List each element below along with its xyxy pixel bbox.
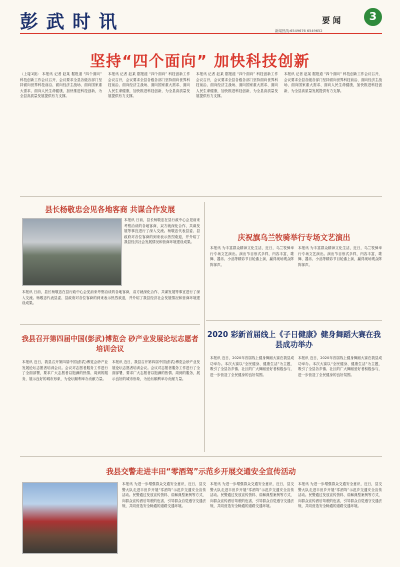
lead-headline: [0, 50, 400, 71]
article-headline: 2020 彩新首届线上《子日健康》健身舞蹈大赛在我县成功举办: [207, 330, 381, 349]
article-body: 本报讯 近日，我县召开第四届中国(彭武)博览会砂产业发展论坛志愿者培训会议。会议对志愿者服务工作进行了全面部署，要求广大志愿者以饱满的热情、周到的服务，展示良好的城市形象，为论坛顺利举办贡献力量。: [22, 360, 108, 381]
lead-intro: 本报讯 记者 赵某 据报道 “四个面向” 科技创新工作会议召开，会议要求全县各级各部门坚持面向世界科技前沿、面向经济主战场、面向国家重大需求、面向人民生命健康，加快推进科技创新，为全县高质量发展提供有力支撑。: [20, 72, 102, 98]
lead-intro-cont: 本报讯 记者 赵某 据报道 “四个面向” 科技创新工作会议召开，会议要求全县各级各部门坚持面向世界科技前沿、面向经济主战场、面向国家重大需求、面向人民生命健康，加快推进科技创新，为全县高质量发展提供有力支撑。: [196, 72, 278, 98]
article-body-cont: 本报讯 为进一步增强群众交通安全意识，近日，县交警大队走进丰田乡开展“零酒驾”示范乡交通安全宣传活动。民警通过发放宣传资料、讲解典型案例等方式，向群众宣传酒后驾驶的危害，引导群众自觉遵守交通法规，共同营造安全畅通的道路交通环境。: [210, 482, 294, 508]
lead-column-4: [284, 72, 382, 192]
meeting-photo: [22, 218, 122, 286]
masthead-rule: [20, 33, 382, 34]
section-divider: [20, 456, 382, 457]
lead-column-1: [20, 72, 102, 192]
article-body-cont: 本报讯 为丰富群众精神文化生活，近日，乌兰牧骑举行专场文艺演出。演出节目形式多样，内容丰富，歌舞、器乐、小品等精彩节目轮番上演，赢得现场观众阵阵掌声。: [298, 246, 382, 267]
article-body-cont: 本报讯 为进一步增强群众交通安全意识，近日，县交警大队走进丰田乡开展“零酒驾”示范乡交通安全宣传活动。民警通过发放宣传资料、讲解典型案例等方式，向群众宣传酒后驾驶的危害，引导群众自觉遵守交通法规，共同营造安全畅通的道路交通环境。: [298, 482, 382, 508]
lead-kicker: （上接1版）: [20, 72, 41, 76]
lead-column-3: [196, 72, 278, 192]
section-divider: [20, 196, 382, 197]
article-body: 本报讯 日前，县长杨敬忠在县行政中心会见前来考察洽谈的各地客商，双方就深化合作、共谋发展等事宜进行了深入交流。杨敬忠代表县委、县政府对各位客商的到来表示热烈欢迎，并介绍了我县经济社会发展情况和营商环境建设成果。: [124, 218, 200, 244]
lead-intro-cont: 本报讯 记者 赵某 据报道 “四个面向” 科技创新工作会议召开，会议要求全县各级各部门坚持面向世界科技前沿、面向经济主战场、面向国家重大需求、面向人民生命健康，加快推进科技创新，为全县高质量发展提供有力支撑。: [108, 72, 190, 98]
article-body: 本报讯 为进一步增强群众交通安全意识，近日，县交警大队走进丰田乡开展“零酒驾”示范乡交通安全宣传活动。民警通过发放宣传资料、讲解典型案例等方式，向群众宣传酒后驾驶的危害，引导群众自觉遵守交通法规，共同营造安全畅通的道路交通环境。: [122, 482, 206, 508]
publication-info: 新闻热线:6549676 6549652: [275, 29, 323, 33]
section-divider: [206, 320, 382, 321]
lead-intro-cont: 本报讯 记者 赵某 据报道 “四个面向” 科技创新工作会议召开，会议要求全县各级各部门坚持面向世界科技前沿、面向经济主战场、面向国家重大需求、面向人民生命健康，加快推进科技创新，为全县高质量发展提供有力支撑。: [284, 72, 382, 93]
lead-column-2: [108, 72, 190, 192]
lead-headline-text: 坚持“四个面向” 加快科技创新: [90, 52, 310, 70]
article-headline: 我县召开第四届中国(彭武)博览会 砂产业发展论坛志愿者培训会议: [21, 335, 199, 353]
section-divider: [20, 324, 200, 325]
traffic-safety-photo: [22, 482, 118, 554]
article-body-cont: 本报讯 日前，县长杨敬忠在县行政中心会见前来考察洽谈的各地客商，双方就深化合作、共谋发展等事宜进行了深入交流。杨敬忠代表县委、县政府对各位客商的到来表示热烈欢迎，并介绍了我县经济社会发展情况和营商环境建设成果。: [22, 290, 200, 305]
article-body: 本报讯 近日，2020年首届线上健身舞蹈大赛在我县成功举办。本次大赛以“全民健身、健康生活”为主题，吸引了全县各乡镇、社区的广大舞蹈爱好者积极参与，进一步营造了全民健身的良好氛围。: [210, 356, 294, 377]
article-body-cont: 本报讯 近日，2020年首届线上健身舞蹈大赛在我县成功举办。本次大赛以“全民健身、健康生活”为主题，吸引了全县各乡镇、社区的广大舞蹈爱好者积极参与，进一步营造了全民健身的良好氛围。: [298, 356, 382, 377]
newspaper-logo: 彭 武 时 讯: [20, 12, 118, 33]
page-number-badge: 3: [364, 8, 382, 26]
article-headline: 县长杨敬忠会见各地客商 共谋合作发展: [44, 205, 176, 214]
column-divider: [204, 202, 205, 452]
section-title: 要 闻: [322, 15, 341, 25]
article-headline: 庆祝旗乌兰牧骑举行专场文艺演出: [237, 233, 351, 242]
article-body-cont: 本报讯 近日，我县召开第四届中国(彭武)博览会砂产业发展论坛志愿者培训会议。会议对志愿者服务工作进行了全面部署，要求广大志愿者以饱满的热情、周到的服务，展示良好的城市形象，为论坛顺利举办贡献力量。: [112, 360, 200, 381]
article-body: 本报讯 为丰富群众精神文化生活，近日，乌兰牧骑举行专场文艺演出。演出节目形式多样，内容丰富，歌舞、器乐、小品等精彩节目轮番上演，赢得现场观众阵阵掌声。: [210, 246, 294, 267]
article-headline: 我县交警走进丰田“零酒驾”示范乡开展交通安全宣传活动: [106, 467, 296, 476]
